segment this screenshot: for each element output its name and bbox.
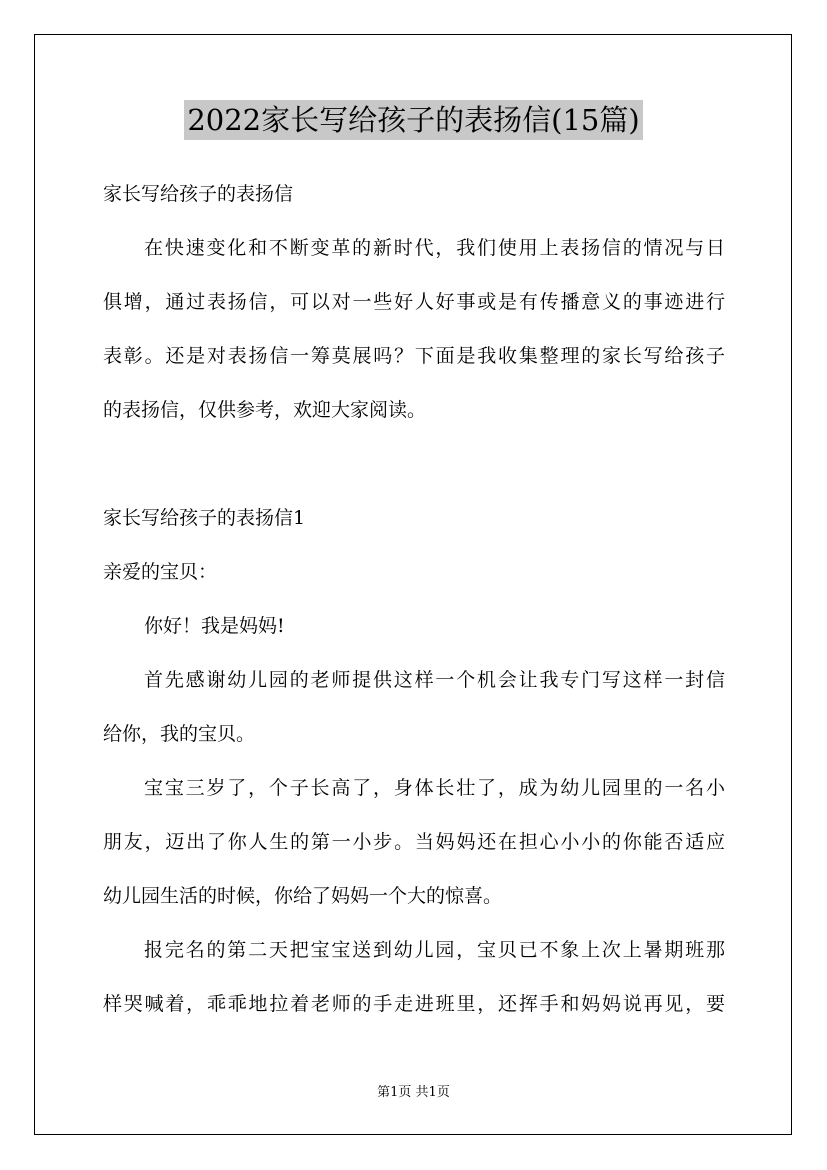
letter-salutation: 亲爱的宝贝： [103,561,218,583]
document-title: 2022家长写给孩子的表扬信(15篇) [184,100,642,140]
page-number-footer: 第1页 共1页 [377,1085,450,1100]
paragraph-line: 首先感谢幼儿园的老师提供这样一个机会让我专门写这样一封信 [144,669,725,691]
paragraph-line: 的表扬信，仅供参考，欢迎大家阅读。 [103,399,427,421]
paragraph-line: 在快速变化和不断变革的新时代，我们使用上表扬信的情况与日 [144,237,725,259]
title-container [0,100,827,140]
paragraph-line: 给你，我的宝贝。 [103,723,256,745]
paragraph-line: 样哭喊着，乖乖地拉着老师的手走进班里，还挥手和妈妈说再见，要 [103,993,725,1015]
greeting-line: 你好！我是妈妈! [144,615,285,637]
paragraph-line: 俱增，通过表扬信，可以对一些好人好事或是有传播意义的事迹进行 [103,291,725,313]
paragraph-line: 宝宝三岁了，个子长高了，身体长壮了，成为幼儿园里的一名小 [144,777,725,799]
paragraph-line: 表彰。还是对表扬信一筹莫展吗？下面是我收集整理的家长写给孩子 [103,345,725,367]
letter-heading: 家长写给孩子的表扬信1 [103,507,306,529]
paragraph-line: 幼儿园生活的时候，你给了妈妈一个大的惊喜。 [103,885,503,907]
paragraph-line: 朋友，迈出了你人生的第一小步。当妈妈还在担心小小的你能否适应 [103,831,725,853]
section-heading: 家长写给孩子的表扬信 [103,183,294,205]
paragraph-line: 报完名的第二天把宝宝送到幼儿园，宝贝已不象上次上暑期班那 [144,939,725,961]
